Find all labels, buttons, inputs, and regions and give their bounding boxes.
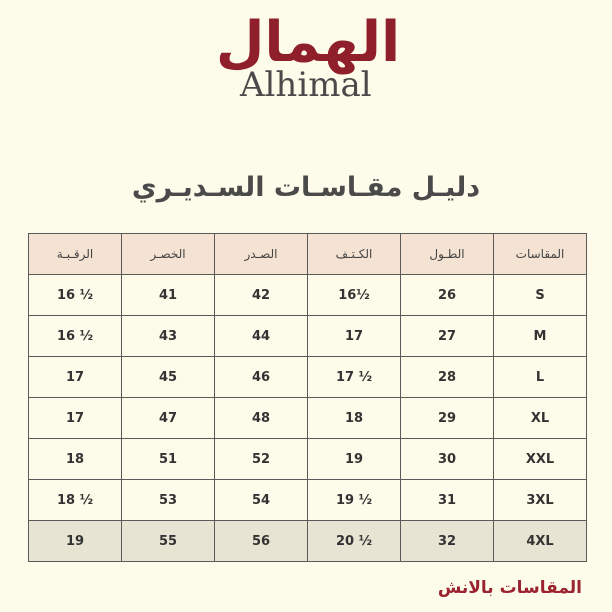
table-row	[29, 480, 587, 521]
cell-size: XXL	[494, 439, 587, 480]
table-row	[29, 357, 587, 398]
cell-length: 31	[401, 480, 494, 521]
header-chest: الصـدر	[215, 234, 308, 275]
cell-size: 4XL	[494, 521, 587, 562]
cell-length: 32	[401, 521, 494, 562]
cell-neck: 17	[29, 357, 122, 398]
brand-name-arabic: الهمال	[215, 10, 401, 75]
cell-shoulder: 16½	[308, 275, 401, 316]
cell-neck: 16 ½	[29, 316, 122, 357]
cell-shoulder: 17	[308, 316, 401, 357]
table-row	[29, 316, 587, 357]
brand-name-english: Alhimal	[240, 65, 372, 105]
cell-waist: 47	[122, 398, 215, 439]
table-header-row	[29, 234, 587, 275]
page-title: دليـل مقـاسـات السـديـري	[131, 172, 481, 203]
cell-length: 26	[401, 275, 494, 316]
cell-neck: 18	[29, 439, 122, 480]
cell-waist: 41	[122, 275, 215, 316]
cell-shoulder: 19	[308, 439, 401, 480]
table-row	[29, 521, 587, 562]
cell-shoulder: 19 ½	[308, 480, 401, 521]
header-length: الطـول	[401, 234, 494, 275]
cell-waist: 45	[122, 357, 215, 398]
brand-logo	[200, 10, 420, 105]
cell-shoulder: 20 ½	[308, 521, 401, 562]
size-chart-table	[28, 233, 587, 562]
header-neck: الرقـبـة	[29, 234, 122, 275]
cell-waist: 55	[122, 521, 215, 562]
header-shoulder: الكـتـف	[308, 234, 401, 275]
cell-length: 27	[401, 316, 494, 357]
header-sizes: المقاسات	[494, 234, 587, 275]
cell-chest: 54	[215, 480, 308, 521]
cell-size: L	[494, 357, 587, 398]
cell-size: M	[494, 316, 587, 357]
table-row	[29, 398, 587, 439]
cell-chest: 46	[215, 357, 308, 398]
cell-size: S	[494, 275, 587, 316]
cell-neck: 18 ½	[29, 480, 122, 521]
header-waist: الخصـر	[122, 234, 215, 275]
table-row	[29, 439, 587, 480]
cell-chest: 48	[215, 398, 308, 439]
cell-chest: 42	[215, 275, 308, 316]
cell-waist: 51	[122, 439, 215, 480]
cell-shoulder: 18	[308, 398, 401, 439]
cell-length: 29	[401, 398, 494, 439]
cell-chest: 52	[215, 439, 308, 480]
cell-length: 28	[401, 357, 494, 398]
cell-size: XL	[494, 398, 587, 439]
units-note: المقاسات بالانش	[437, 578, 582, 598]
cell-neck: 16 ½	[29, 275, 122, 316]
cell-shoulder: 17 ½	[308, 357, 401, 398]
cell-length: 30	[401, 439, 494, 480]
cell-waist: 43	[122, 316, 215, 357]
cell-chest: 44	[215, 316, 308, 357]
cell-waist: 53	[122, 480, 215, 521]
table-row	[29, 275, 587, 316]
cell-neck: 17	[29, 398, 122, 439]
cell-neck: 19	[29, 521, 122, 562]
cell-size: 3XL	[494, 480, 587, 521]
cell-chest: 56	[215, 521, 308, 562]
